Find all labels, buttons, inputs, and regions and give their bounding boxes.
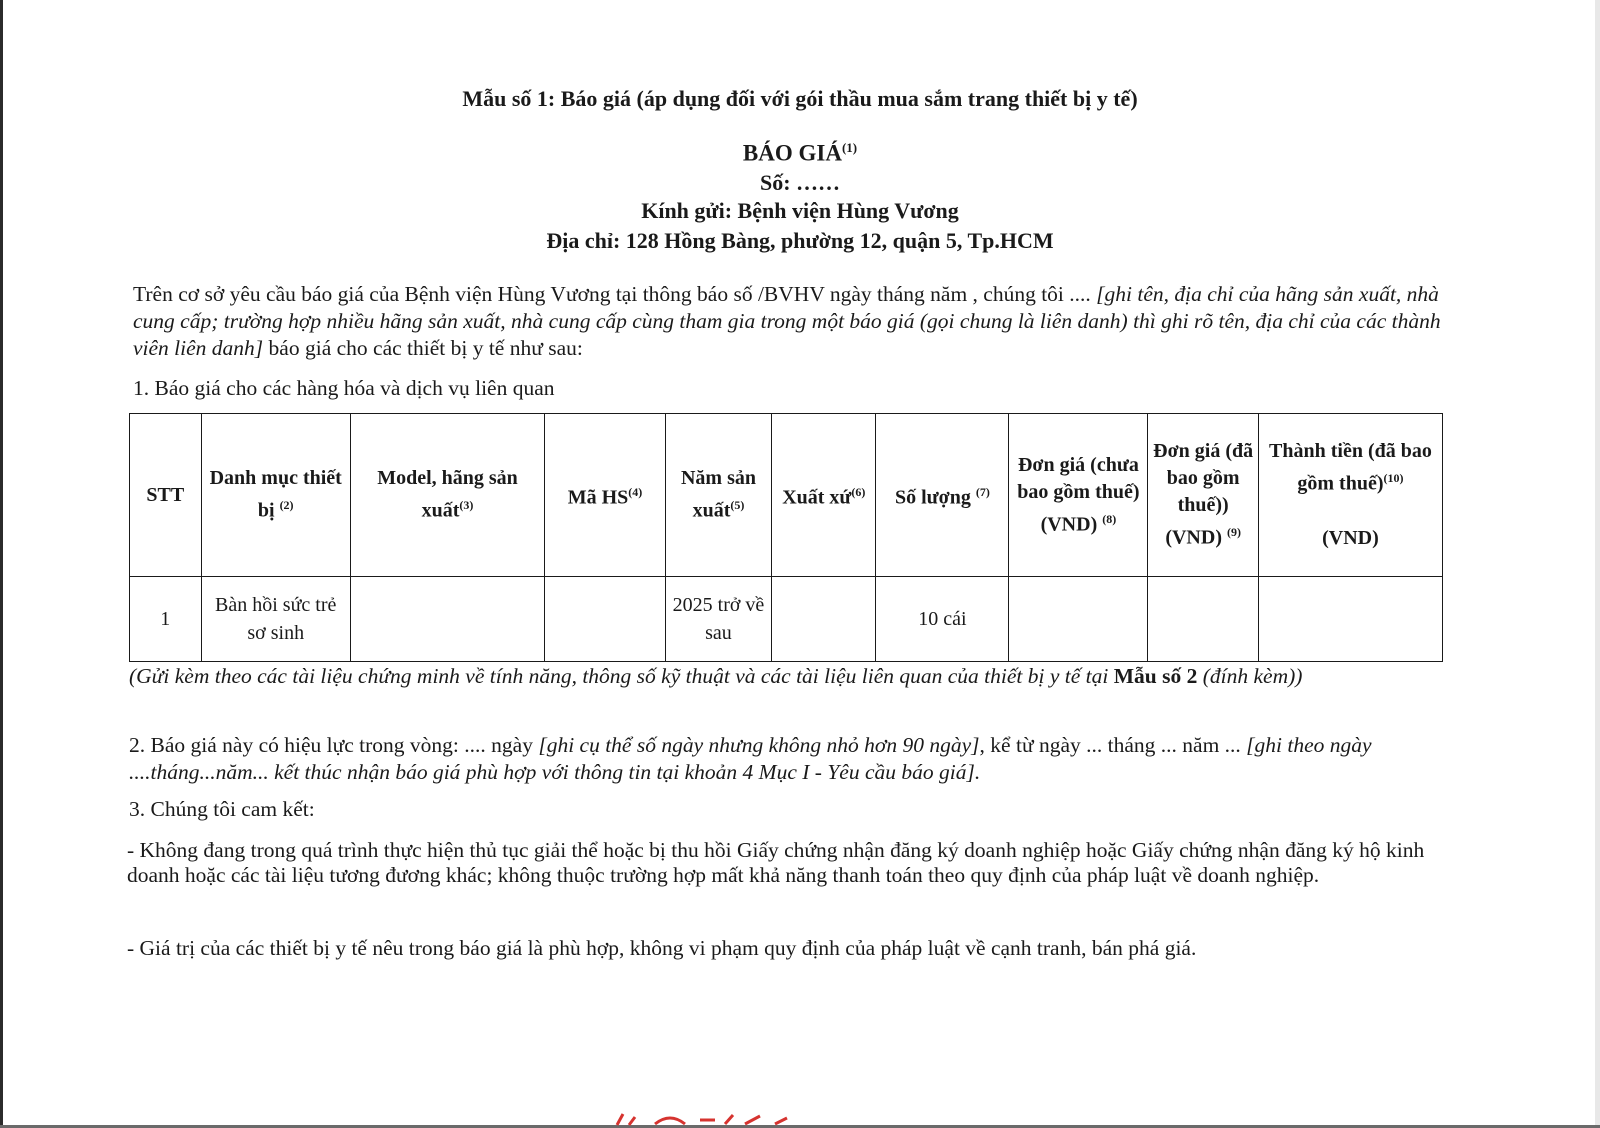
header-hs-code: Mã HS$^{(4)}$ [545,414,666,577]
header-unit-price-ex-tax: Đơn giá (chưa bao gồm thuế) (VND) $^{(8)}$ [1009,414,1148,577]
form-title: Mẫu số 1: Báo giá (áp dụng đối với gói thầu mua sắm trang thiết bị y tế) [462,86,1138,111]
header-origin: Xuất xứ$^{(6)}$ [772,414,876,577]
table-header-row [130,414,1443,577]
doc-title-text: BÁO GIÁ [742,140,842,166]
section-1-heading: 1. Báo giá cho các hàng hóa và dịch vụ liên quan [133,376,555,400]
cell-hs-code [545,577,666,662]
doc-title [0,140,1600,167]
header-item: Danh mục thiết bị $^{(2)}$ [201,414,350,577]
intro-paragraph [133,281,1463,362]
commitment-item-1: - Không đang trong quá trình thực hiện thủ tục giải thể hoặc bị thu hồi Giấy chứng nhận đăng ký doanh nghiệp hoặc Giấy chứng nhận đăng ký hộ kinh doanh hoặc các tài liệu tương đương khác; không thuộc trường hợp mất khả năng thanh toán theo quy định của pháp luật về doanh nghiệp. [127,838,1425,887]
commitment-item-2: - Giá trị của các thiết bị y tế nêu trong báo giá là phù hợp, không vi phạm quy định của pháp luật về cạnh tranh, bán phá giá. [127,936,1197,960]
cell-unit-price-ex-tax [1009,577,1148,662]
doc-number: Số: …… [759,170,841,195]
attachment-form-ref: Mẫu số 2 [1113,664,1198,688]
cell-total [1258,577,1442,662]
validity-italic-1: [ghi cụ thể số ngày nhưng không nhỏ hơn 90 ngày] [538,733,980,757]
intro-tail: báo giá cho các thiết bị y tế như sau: [268,336,583,360]
validity-text-2: , kể từ ngày ... tháng ... năm ... [979,733,1241,757]
doc-title-note: (1) [841,140,858,155]
header-model: Model, hãng sản xuất$^{(3)}$ [350,414,544,577]
quote-table [129,413,1443,662]
attachment-note [129,664,1459,689]
cell-year: 2025 trở về sau [665,577,771,662]
header-stt: STT [130,414,202,577]
intro-italic: [ghi tên, địa chỉ của hãng sản xuất, nhà cung cấp; trường hợp nhiều hãng sản xuất, nhà cung cấp cùng tham gia trong một báo giá (gọi chung là liên danh) thì ghi rõ tên, địa chỉ của các thành viên liên danh] [133,282,1441,360]
validity-italic-2: [ghi theo ngày ....tháng...năm... kết thúc nhận báo giá phù hợp với thông tin tại khoản 4 Mục I - Yêu cầu báo giá]. [129,733,1372,784]
attachment-tail: (đính kèm)) [1202,664,1303,688]
section-2-validity [129,732,1459,786]
cell-unit-price-inc-tax [1148,577,1258,662]
header-year: Năm sản xuất$^{(5)}$ [665,414,771,577]
header-quantity: Số lượng $^{(7)}$ [876,414,1009,577]
stamp-fragment-icon [615,1112,795,1126]
recipient: Kính gửi: Bệnh viện Hùng Vương [641,198,959,223]
cell-origin [772,577,876,662]
table-row [130,577,1443,662]
header-unit-price-inc-tax: Đơn giá (đã bao gồm thuế)) (VND) $^{(9)}$ [1148,414,1258,577]
cell-quantity: 10 cái [876,577,1009,662]
cell-item: Bàn hồi sức trẻ sơ sinh [201,577,350,662]
cell-model [350,577,544,662]
validity-text: 2. Báo giá này có hiệu lực trong vòng: .... ngày [129,733,533,757]
cell-stt: 1 [130,577,202,662]
attachment-text: (Gửi kèm theo các tài liệu chứng minh về tính năng, thông số kỹ thuật và các tài liệu liên quan của thiết bị y tế tại [129,664,1109,688]
intro-text: Trên cơ sở yêu cầu báo giá của Bệnh viện Hùng Vương tại thông báo số /BVHV ngày tháng năm , chúng tôi .... [133,282,1091,306]
header-total: Thành tiền (đã bao gồm thuế)$^{(10)}$ (VND) [1258,414,1442,577]
section-3-heading: 3. Chúng tôi cam kết: [129,797,315,821]
recipient-address: Địa chỉ: 128 Hồng Bàng, phường 12, quận 5, Tp.HCM [546,228,1054,253]
